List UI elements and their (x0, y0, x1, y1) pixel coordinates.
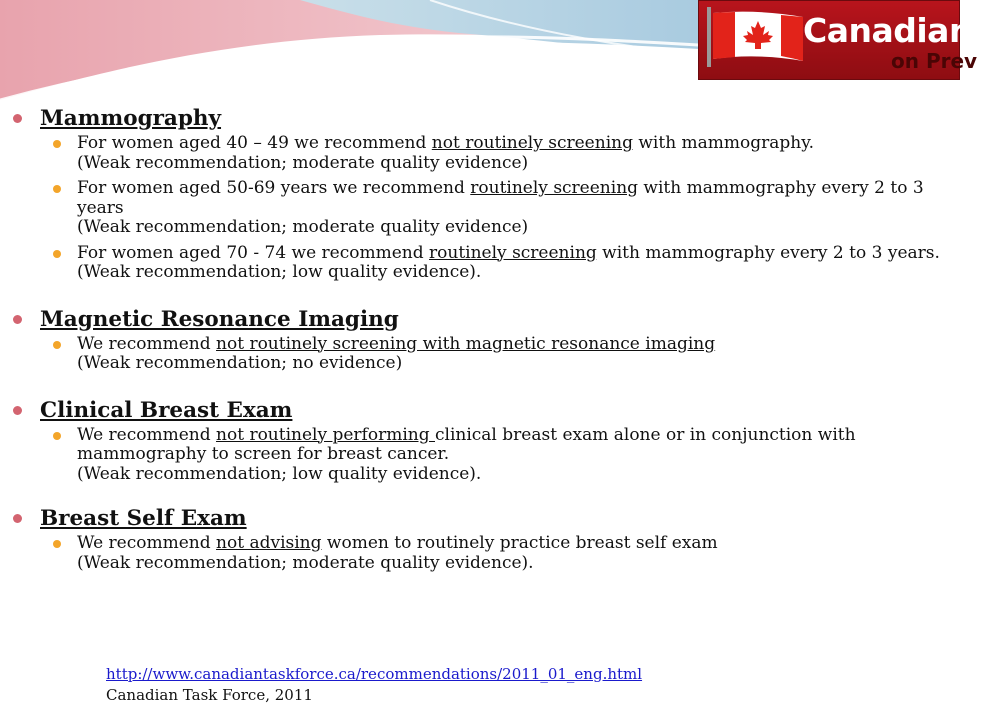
canada-flag-icon (707, 7, 807, 67)
section-heading: Magnetic Resonance Imaging (40, 305, 960, 335)
section-heading: Mammography (40, 104, 960, 134)
item-text: For women aged 50-69 years we recommend routinely screening with mammography every 2 to 3 years (77, 178, 924, 218)
evidence-note: (Weak recommendation; low quality evidence). (77, 262, 482, 282)
logo-title: Canadian T (803, 11, 1005, 50)
slide-content (0, 104, 960, 579)
evidence-note: (Weak recommendation; moderate quality evidence). (77, 552, 534, 573)
section-clinical-breast-exam (0, 396, 960, 485)
evidence-note: (Weak recommendation; moderate quality evidence) (77, 152, 529, 173)
recommendation-item (77, 534, 948, 573)
recommendation-item (77, 335, 948, 374)
section-mri (0, 305, 960, 374)
section-breast-self-exam (0, 504, 960, 573)
canadian-task-force-logo (698, 0, 1005, 80)
source-citation: Canadian Task Force, 2011 (106, 686, 313, 704)
logo-subtitle: on Prev (891, 49, 978, 73)
recommendation-item (77, 134, 948, 173)
section-heading: Clinical Breast Exam (40, 396, 960, 426)
footer (106, 664, 642, 706)
recommendation-item (77, 244, 948, 283)
item-text: We recommend not advising women to routinely practice breast self exam (77, 533, 718, 553)
item-text: We recommend not routinely performing clinical breast exam alone or in conjunction with mammography to screen for breast cancer. (77, 424, 856, 464)
item-text: For women aged 40 – 49 we recommend not routinely screening with mammography. (77, 133, 815, 153)
section-heading: Breast Self Exam (40, 504, 960, 534)
recommendation-item (77, 179, 948, 238)
evidence-note: (Weak recommendation; moderate quality evidence) (77, 217, 529, 237)
evidence-note: (Weak recommendation; low quality evidence). (77, 463, 482, 484)
recommendation-item (77, 426, 948, 485)
source-link[interactable]: http://www.canadiantaskforce.ca/recommendations/2011_01_eng.html (106, 665, 643, 683)
section-mammography (0, 104, 960, 283)
evidence-note: (Weak recommendation; no evidence) (77, 353, 403, 373)
item-text: For women aged 70 - 74 we recommend routinely screening with mammography every 2 to 3 years. (77, 242, 940, 263)
item-text: We recommend not routinely screening with magnetic resonance imaging (77, 333, 716, 354)
